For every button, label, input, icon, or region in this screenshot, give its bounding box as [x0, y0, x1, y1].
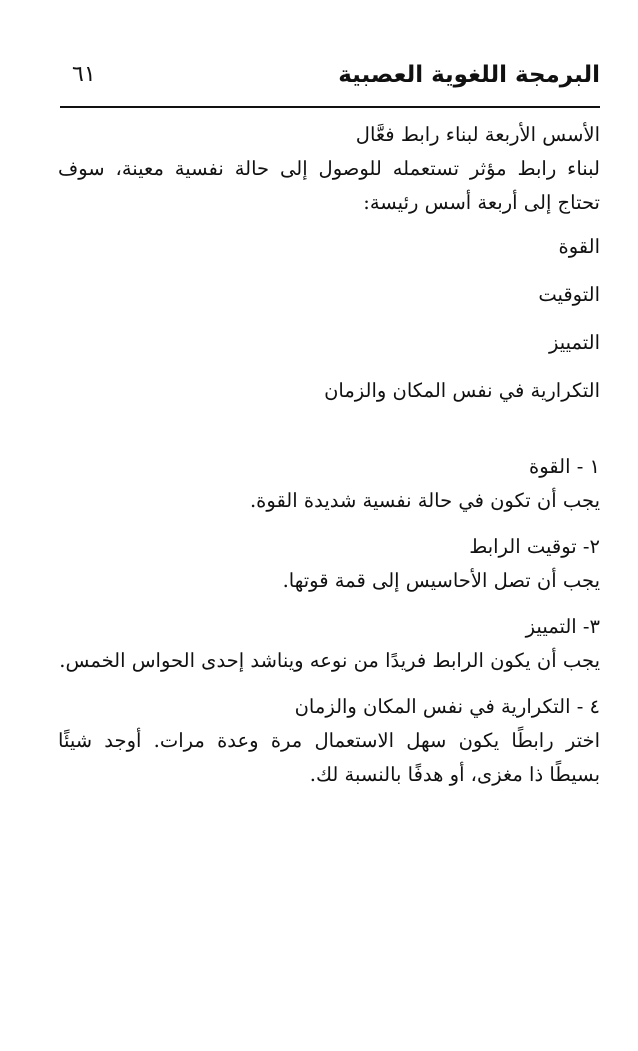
section-repetition [58, 690, 600, 792]
section-body: اختر رابطًا يكون سهل الاستعمال مرة وعدة مرات. أوجد شيئًا بسيطًا ذا مغزى، أو هدفًا بالنسبة لك. [58, 729, 600, 786]
pillar-item: التوقيت [538, 283, 600, 306]
page-number: ٦١ [72, 62, 96, 87]
section-strength [58, 450, 600, 518]
pillars-list [58, 230, 600, 408]
section-gap [58, 422, 600, 450]
pillar-item: القوة [558, 235, 600, 258]
section-title: ٣- التمييز [525, 615, 600, 638]
section-title: ١ - القوة [529, 455, 600, 478]
section-title: ٤ - التكرارية في نفس المكان والزمان [294, 695, 600, 718]
intro-paragraph: لبناء رابط مؤثر تستعمله للوصول إلى حالة نفسية معينة، سوف تحتاج إلى أربعة أسس رئيسة: [58, 157, 600, 214]
intro-heading: الأسس الأربعة لبناء رابط فعَّال [355, 123, 600, 146]
section-body: يجب أن تصل الأحاسيس إلى قمة قوتها. [282, 569, 600, 592]
section-uniqueness [58, 610, 600, 678]
section-title: ٢- توقيت الرابط [469, 535, 600, 558]
section-body: يجب أن تكون في حالة نفسية شديدة القوة. [249, 489, 600, 512]
page-header [60, 56, 600, 108]
pillar-item: التمييز [548, 331, 600, 354]
section-timing [58, 530, 600, 598]
page-content [58, 118, 600, 804]
pillar-item: التكرارية في نفس المكان والزمان [324, 379, 600, 402]
section-body: يجب أن يكون الرابط فريدًا من نوعه ويناشد إحدى الحواس الخمس. [59, 649, 600, 672]
running-title: البرمجة اللغوية العصبية [338, 62, 600, 88]
